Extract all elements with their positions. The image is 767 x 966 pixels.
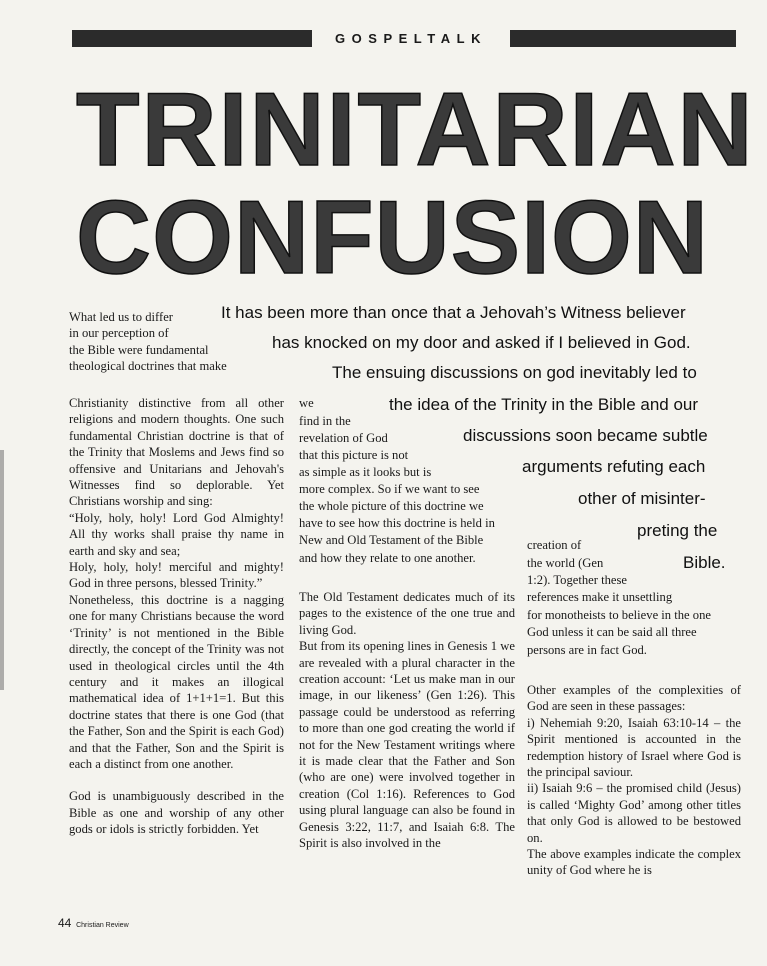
col2-wrap-line: have to see how this doctrine is held in (299, 516, 495, 530)
col2-wrap-line: the whole picture of this doctrine we (299, 499, 484, 513)
page-footer (58, 916, 129, 930)
col3-wrap-line: creation of (527, 538, 582, 552)
paragraph: The Old Testament dedicates much of its pages to the existence of the one true and living God. (299, 590, 515, 637)
col2-wrap-line: more complex. So if we want to see (299, 482, 480, 496)
col3-wrap-line: 1:2). Together these (527, 573, 627, 587)
col2-wrap-line: and how they relate to one another. (299, 551, 476, 565)
column-3 (527, 682, 741, 879)
paragraph: God is unambiguously described in the Bible as one and worship of any other gods or idols is strictly forbidden. Yet (69, 789, 284, 837)
page-number: 44 (58, 916, 72, 930)
col3-wrap-line: God unless it can be said all three (527, 625, 697, 639)
publication-name: Christian Review (76, 922, 129, 929)
column-2 (299, 589, 515, 852)
paragraph: Christianity distinctive from all other religions and modern thoughts. One such fundamental Christian doctrine is that of the Trinity that Moslems and Jews find so offensive and Unitarians and Jehovah's Witnesses find so deplorable. Yet Christians worship and sing: (69, 396, 284, 509)
pull-quote-line: the idea of the Trinity in the Bible and our (389, 395, 699, 414)
col3-wrap-line: references make it unsettling (527, 590, 673, 604)
page-edge-shadow (0, 450, 4, 690)
pull-quote-line: preting the (637, 521, 718, 540)
col2-wrap-line: that this picture is not (299, 448, 409, 462)
pull-quote-line: has knocked on my door and asked if I believed in God. (272, 333, 691, 352)
col1-wrap-line: theological doctrines that make (69, 359, 227, 373)
col2-wrap-line: we (299, 396, 314, 410)
title-line-1: TRINITARIAN (76, 72, 755, 188)
list-item: ii) Isaiah 9:6 – the promised child (Jesus) is called ‘Mighty God’ among other titles that only God is allowed to be bestowed on. (527, 781, 741, 845)
pull-quote-line: discussions soon became subtle (463, 426, 708, 445)
col2-wrap-line: as simple as it looks but is (299, 465, 432, 479)
column-1 (69, 395, 284, 838)
pull-quote-line: other of misinter- (578, 489, 706, 508)
pull-quote-line: arguments refuting each (522, 457, 706, 476)
section-label: GOSPELTALK (312, 30, 510, 47)
paragraph: The above examples indicate the complex unity of God where he is (527, 847, 741, 878)
col3-wrap-line: for monotheists to believe in the one (527, 608, 711, 622)
col1-wrap-line: the Bible were fundamental (69, 343, 209, 357)
hymn-line: “Holy, holy, holy! Lord God Almighty! All thy works shall praise thy name in earth and sky and sea; (69, 510, 284, 558)
paragraph: Other examples of the complexities of God are seen in these passages: (527, 683, 741, 714)
pull-quote-line: Bible. (683, 553, 726, 572)
col1-wrap-line: What led us to differ (69, 310, 173, 324)
col3-wrap-line: persons are in fact God. (527, 643, 647, 657)
paragraph: But from its opening lines in Genesis 1 we are revealed with a plural character in the creation account: ‘Let us make man in our image, in our likeness’ (Gen 1:26). This passage could be understood as referring to more than one god creating the world if not for the New Testament writings where it is made clear that the Father and Son (who are one) were involved together in creation (Col 1:16). References to God using plural language can also be found in Genesis 3:22, 11:7, and Isaiah 6:8. The Spirit is also involved in the (299, 639, 515, 851)
col2-wrap-line: New and Old Testament of the Bible (299, 533, 484, 547)
paragraph: Nonetheless, this doctrine is a nagging one for many Christians because the word ‘Trinity’ is not mentioned in the Bible directly, the concept of the Trinity was not used in theological circles until the 4th century and it makes an illogical mathematical idea of 1+1+1=1. But this doctrine states that there is one God (that the Father, Son and the Spirit is each God) and that the Father, Son and the Spirit is each a distinct from one another. (69, 592, 284, 771)
list-item: i) Nehemiah 9:20, Isaiah 63:10-14 – the Spirit mentioned is accounted in the redemption history of Israel where God is the principal saviour. (527, 715, 741, 780)
col3-wrap-line: the world (Gen (527, 556, 604, 570)
pull-quote-line: The ensuing discussions on god inevitably led to (332, 363, 697, 382)
pull-quote-line: It has been more than once that a Jehovah’s Witness believer (221, 303, 686, 322)
hymn-line: Holy, holy, holy! merciful and mighty! God in three persons, blessed Trinity.” (69, 560, 284, 591)
col2-wrap-line: find in the (299, 414, 351, 428)
col2-wrap-line: revelation of God (299, 431, 388, 445)
col1-wrap-line: in our perception of (69, 326, 169, 340)
title-line-2: CONFUSION (76, 180, 709, 296)
